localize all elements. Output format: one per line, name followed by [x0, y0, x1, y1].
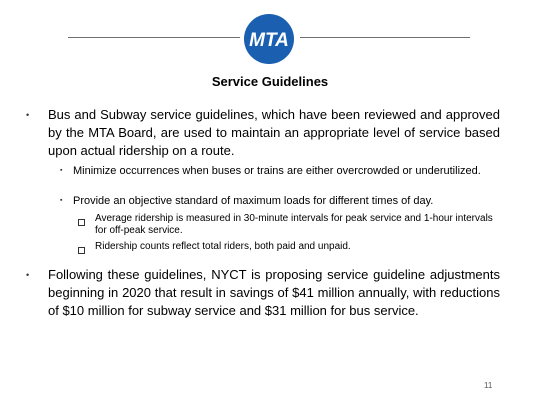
header-rule-right	[300, 37, 470, 38]
sub-bullet-text: Provide an objective standard of maximum loads for different times of day.	[73, 195, 434, 207]
page-title: Service Guidelines	[211, 74, 329, 89]
bullet-dot-icon: •	[26, 270, 30, 280]
bullet-text: Following these guidelines, NYCT is proposing service guideline adjustments beginning in 2020 that result in savings of $41 million annually, with reductions of $10 million for subway service and $31 million for bus service.	[48, 267, 500, 318]
bullet-item	[26, 106, 500, 160]
hollow-square-icon	[78, 219, 85, 226]
sub-bullet-item	[60, 164, 500, 178]
header-rule-left	[68, 37, 240, 38]
hollow-square-icon	[78, 247, 85, 254]
bullet-text: Bus and Subway service guidelines, which have been reviewed and approved by the MTA Board, are used to maintain an appropriate level of service based upon actual ridership on a route.	[48, 107, 500, 158]
sub-sub-bullet-item	[78, 241, 498, 254]
sub-sub-bullet-text: Average ridership is measured in 30-minute intervals for peak service and 1-hour intervals for off-peak service.	[95, 213, 493, 236]
page-number: 11	[484, 381, 493, 390]
bullet-item	[26, 266, 500, 320]
bullet-dot-icon: •	[26, 110, 30, 120]
mta-logo	[244, 14, 294, 64]
bullet-square-icon: ▪	[60, 167, 63, 174]
sub-bullet-text: Minimize occurrences when buses or trains are either overcrowded or underutilized.	[73, 165, 481, 177]
sub-sub-bullet-text: Ridership counts reflect total riders, both paid and unpaid.	[95, 241, 351, 252]
sub-sub-bullet-item	[78, 213, 498, 237]
sub-bullet-item	[60, 194, 500, 208]
bullet-square-icon: ▪	[60, 197, 63, 204]
logo-text: MTA	[249, 30, 289, 51]
